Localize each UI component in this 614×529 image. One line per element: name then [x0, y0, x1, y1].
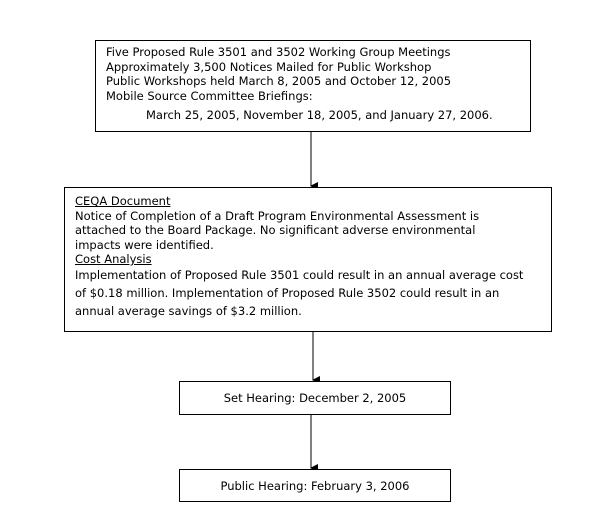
ceqa-cost-box: [64, 187, 552, 332]
set-hearing-box: [179, 381, 451, 415]
public-hearing-text: Public Hearing: February 3, 2006: [220, 478, 410, 493]
cost-line-1: Implementation of Proposed Rule 3501 could result in an annual average cost: [75, 267, 524, 282]
outreach-line-4: Mobile Source Committee Briefings:: [106, 88, 313, 103]
ceqa-line-3: impacts were identified.: [75, 237, 214, 252]
cost-line-2: of $0.18 million. Implementation of Proposed Rule 3502 could result in an: [75, 285, 500, 300]
cost-line-3: annual average savings of $3.2 million.: [75, 303, 302, 318]
outreach-line-2: Approximately 3,500 Notices Mailed for Public Workshop: [106, 59, 432, 74]
cost-heading: Cost Analysis: [75, 252, 152, 266]
public-hearing-box: [179, 469, 451, 502]
outreach-box: [95, 40, 531, 132]
outreach-line-3: Public Workshops held March 8, 2005 and October 12, 2005: [106, 74, 452, 88]
outreach-line-5: March 25, 2005, November 18, 2005, and January 27, 2006.: [146, 108, 493, 122]
set-hearing-text: Set Hearing: December 2, 2005: [223, 391, 407, 405]
ceqa-line-1: Notice of Completion of a Draft Program Environmental Assessment is: [75, 208, 480, 223]
outreach-line-1: Five Proposed Rule 3501 and 3502 Working Group Meetings: [106, 45, 451, 59]
ceqa-line-2: attached to the Board Package. No significant adverse environmental: [75, 223, 476, 237]
ceqa-heading: CEQA Document: [75, 194, 171, 208]
